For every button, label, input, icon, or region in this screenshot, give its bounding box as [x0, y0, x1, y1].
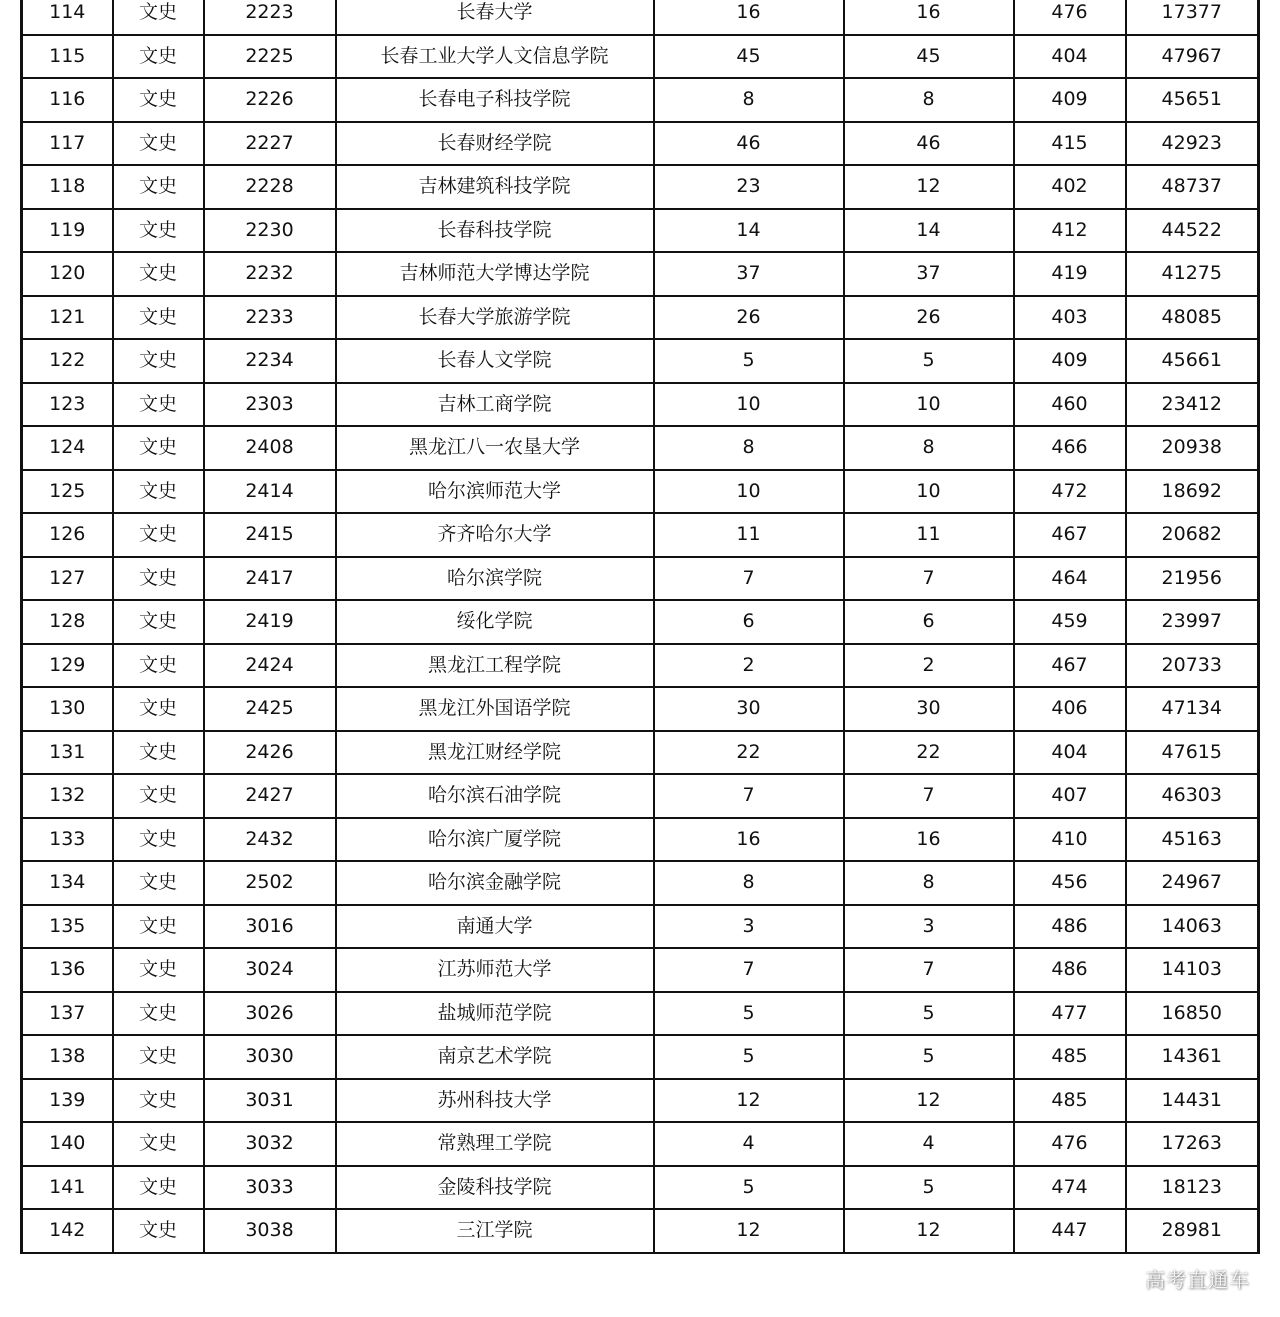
min-score-cell: 485	[1014, 1035, 1126, 1079]
min-rank-cell: 48085	[1126, 296, 1259, 340]
plan-count-cell: 2	[654, 644, 844, 688]
table-row	[22, 644, 1259, 688]
school-code-cell: 2424	[204, 644, 336, 688]
table-row	[22, 252, 1259, 296]
category-cell: 文史	[113, 78, 204, 122]
min-rank-cell: 47967	[1126, 35, 1259, 79]
school-name-cell: 长春大学旅游学院	[336, 296, 654, 340]
table-row	[22, 818, 1259, 862]
school-name-cell: 哈尔滨石油学院	[336, 774, 654, 818]
school-name-cell: 长春人文学院	[336, 339, 654, 383]
admitted-count-cell: 5	[844, 339, 1014, 383]
category-cell: 文史	[113, 35, 204, 79]
min-score-cell: 474	[1014, 1166, 1126, 1210]
admitted-count-cell: 5	[844, 1166, 1014, 1210]
min-score-cell: 447	[1014, 1209, 1126, 1253]
min-rank-cell: 14103	[1126, 948, 1259, 992]
school-code-cell: 2432	[204, 818, 336, 862]
category-cell: 文史	[113, 1166, 204, 1210]
seq-cell: 122	[22, 339, 113, 383]
table-row	[22, 339, 1259, 383]
seq-cell: 120	[22, 252, 113, 296]
plan-count-cell: 8	[654, 426, 844, 470]
category-cell: 文史	[113, 252, 204, 296]
plan-count-cell: 7	[654, 557, 844, 601]
school-name-cell: 黑龙江财经学院	[336, 731, 654, 775]
seq-cell: 138	[22, 1035, 113, 1079]
category-cell: 文史	[113, 774, 204, 818]
plan-count-cell: 8	[654, 78, 844, 122]
admitted-count-cell: 10	[844, 383, 1014, 427]
table-row	[22, 600, 1259, 644]
plan-count-cell: 14	[654, 209, 844, 253]
plan-count-cell: 10	[654, 470, 844, 514]
min-rank-cell: 20938	[1126, 426, 1259, 470]
plan-count-cell: 7	[654, 774, 844, 818]
min-rank-cell: 14361	[1126, 1035, 1259, 1079]
table-row	[22, 1166, 1259, 1210]
school-name-cell: 金陵科技学院	[336, 1166, 654, 1210]
seq-cell: 126	[22, 513, 113, 557]
table-row	[22, 165, 1259, 209]
school-name-cell: 三江学院	[336, 1209, 654, 1253]
table-row	[22, 1079, 1259, 1123]
min-rank-cell: 16850	[1126, 992, 1259, 1036]
table-row	[22, 861, 1259, 905]
min-score-cell: 476	[1014, 1122, 1126, 1166]
category-cell: 文史	[113, 470, 204, 514]
category-cell: 文史	[113, 687, 204, 731]
admitted-count-cell: 37	[844, 252, 1014, 296]
category-cell: 文史	[113, 339, 204, 383]
seq-cell: 121	[22, 296, 113, 340]
table-row	[22, 426, 1259, 470]
min-rank-cell: 46303	[1126, 774, 1259, 818]
school-code-cell: 2426	[204, 731, 336, 775]
plan-count-cell: 5	[654, 992, 844, 1036]
min-rank-cell: 21956	[1126, 557, 1259, 601]
school-name-cell: 长春大学	[336, 0, 654, 35]
seq-cell: 137	[22, 992, 113, 1036]
min-score-cell: 467	[1014, 644, 1126, 688]
min-score-cell: 464	[1014, 557, 1126, 601]
plan-count-cell: 5	[654, 339, 844, 383]
school-code-cell: 3030	[204, 1035, 336, 1079]
admitted-count-cell: 8	[844, 78, 1014, 122]
min-rank-cell: 24967	[1126, 861, 1259, 905]
school-code-cell: 2303	[204, 383, 336, 427]
school-code-cell: 3016	[204, 905, 336, 949]
school-code-cell: 2502	[204, 861, 336, 905]
category-cell: 文史	[113, 209, 204, 253]
category-cell: 文史	[113, 0, 204, 35]
seq-cell: 119	[22, 209, 113, 253]
table-row	[22, 78, 1259, 122]
table-row	[22, 1209, 1259, 1253]
table-row	[22, 731, 1259, 775]
min-score-cell: 415	[1014, 122, 1126, 166]
admitted-count-cell: 4	[844, 1122, 1014, 1166]
min-rank-cell: 20733	[1126, 644, 1259, 688]
category-cell: 文史	[113, 426, 204, 470]
plan-count-cell: 45	[654, 35, 844, 79]
seq-cell: 135	[22, 905, 113, 949]
category-cell: 文史	[113, 557, 204, 601]
school-code-cell: 2414	[204, 470, 336, 514]
admitted-count-cell: 8	[844, 861, 1014, 905]
category-cell: 文史	[113, 122, 204, 166]
seq-cell: 142	[22, 1209, 113, 1253]
category-cell: 文史	[113, 600, 204, 644]
school-name-cell: 哈尔滨金融学院	[336, 861, 654, 905]
plan-count-cell: 4	[654, 1122, 844, 1166]
min-rank-cell: 20682	[1126, 513, 1259, 557]
category-cell: 文史	[113, 905, 204, 949]
school-code-cell: 3026	[204, 992, 336, 1036]
min-score-cell: 409	[1014, 339, 1126, 383]
min-rank-cell: 23997	[1126, 600, 1259, 644]
min-score-cell: 419	[1014, 252, 1126, 296]
admitted-count-cell: 7	[844, 557, 1014, 601]
min-score-cell: 456	[1014, 861, 1126, 905]
admitted-count-cell: 16	[844, 0, 1014, 35]
plan-count-cell: 37	[654, 252, 844, 296]
admitted-count-cell: 14	[844, 209, 1014, 253]
plan-count-cell: 22	[654, 731, 844, 775]
admitted-count-cell: 22	[844, 731, 1014, 775]
admitted-count-cell: 30	[844, 687, 1014, 731]
seq-cell: 141	[22, 1166, 113, 1210]
seq-cell: 136	[22, 948, 113, 992]
school-code-cell: 2415	[204, 513, 336, 557]
plan-count-cell: 46	[654, 122, 844, 166]
school-name-cell: 常熟理工学院	[336, 1122, 654, 1166]
school-name-cell: 长春财经学院	[336, 122, 654, 166]
school-name-cell: 齐齐哈尔大学	[336, 513, 654, 557]
min-score-cell: 402	[1014, 165, 1126, 209]
school-code-cell: 2408	[204, 426, 336, 470]
min-rank-cell: 45651	[1126, 78, 1259, 122]
category-cell: 文史	[113, 992, 204, 1036]
seq-cell: 118	[22, 165, 113, 209]
school-code-cell: 2417	[204, 557, 336, 601]
school-code-cell: 2427	[204, 774, 336, 818]
school-name-cell: 长春工业大学人文信息学院	[336, 35, 654, 79]
table-row	[22, 513, 1259, 557]
seq-cell: 129	[22, 644, 113, 688]
school-name-cell: 黑龙江工程学院	[336, 644, 654, 688]
seq-cell: 134	[22, 861, 113, 905]
min-rank-cell: 28981	[1126, 1209, 1259, 1253]
min-score-cell: 472	[1014, 470, 1126, 514]
plan-count-cell: 16	[654, 818, 844, 862]
seq-cell: 114	[22, 0, 113, 35]
school-code-cell: 2228	[204, 165, 336, 209]
plan-count-cell: 12	[654, 1209, 844, 1253]
min-score-cell: 459	[1014, 600, 1126, 644]
school-code-cell: 3024	[204, 948, 336, 992]
plan-count-cell: 5	[654, 1166, 844, 1210]
category-cell: 文史	[113, 644, 204, 688]
seq-cell: 117	[22, 122, 113, 166]
seq-cell: 125	[22, 470, 113, 514]
min-score-cell: 410	[1014, 818, 1126, 862]
min-rank-cell: 42923	[1126, 122, 1259, 166]
seq-cell: 140	[22, 1122, 113, 1166]
min-score-cell: 409	[1014, 78, 1126, 122]
min-rank-cell: 18692	[1126, 470, 1259, 514]
school-name-cell: 长春电子科技学院	[336, 78, 654, 122]
table-row	[22, 948, 1259, 992]
min-rank-cell: 45163	[1126, 818, 1259, 862]
admissions-table	[20, 0, 1260, 1254]
admitted-count-cell: 7	[844, 774, 1014, 818]
min-score-cell: 406	[1014, 687, 1126, 731]
min-rank-cell: 23412	[1126, 383, 1259, 427]
admitted-count-cell: 8	[844, 426, 1014, 470]
plan-count-cell: 11	[654, 513, 844, 557]
category-cell: 文史	[113, 1122, 204, 1166]
school-code-cell: 2226	[204, 78, 336, 122]
school-code-cell: 2225	[204, 35, 336, 79]
category-cell: 文史	[113, 861, 204, 905]
min-rank-cell: 47615	[1126, 731, 1259, 775]
table-row	[22, 470, 1259, 514]
min-score-cell: 404	[1014, 731, 1126, 775]
school-name-cell: 绥化学院	[336, 600, 654, 644]
seq-cell: 131	[22, 731, 113, 775]
table-row	[22, 296, 1259, 340]
admitted-count-cell: 45	[844, 35, 1014, 79]
plan-count-cell: 5	[654, 1035, 844, 1079]
school-code-cell: 2425	[204, 687, 336, 731]
admitted-count-cell: 26	[844, 296, 1014, 340]
admitted-count-cell: 7	[844, 948, 1014, 992]
table-row	[22, 992, 1259, 1036]
min-score-cell: 476	[1014, 0, 1126, 35]
min-score-cell: 404	[1014, 35, 1126, 79]
school-code-cell: 2223	[204, 0, 336, 35]
admitted-count-cell: 5	[844, 992, 1014, 1036]
category-cell: 文史	[113, 731, 204, 775]
table-row	[22, 122, 1259, 166]
school-code-cell: 2230	[204, 209, 336, 253]
min-rank-cell: 48737	[1126, 165, 1259, 209]
table-row	[22, 774, 1259, 818]
school-name-cell: 吉林师范大学博达学院	[336, 252, 654, 296]
admitted-count-cell: 3	[844, 905, 1014, 949]
category-cell: 文史	[113, 948, 204, 992]
admitted-count-cell: 10	[844, 470, 1014, 514]
admitted-count-cell: 12	[844, 165, 1014, 209]
admitted-count-cell: 12	[844, 1209, 1014, 1253]
school-code-cell: 2234	[204, 339, 336, 383]
min-rank-cell: 45661	[1126, 339, 1259, 383]
plan-count-cell: 30	[654, 687, 844, 731]
table-row	[22, 1035, 1259, 1079]
category-cell: 文史	[113, 1035, 204, 1079]
category-cell: 文史	[113, 165, 204, 209]
school-name-cell: 南京艺术学院	[336, 1035, 654, 1079]
school-name-cell: 苏州科技大学	[336, 1079, 654, 1123]
category-cell: 文史	[113, 383, 204, 427]
min-score-cell: 403	[1014, 296, 1126, 340]
school-name-cell: 吉林工商学院	[336, 383, 654, 427]
seq-cell: 124	[22, 426, 113, 470]
min-rank-cell: 41275	[1126, 252, 1259, 296]
school-code-cell: 3032	[204, 1122, 336, 1166]
category-cell: 文史	[113, 818, 204, 862]
table-row	[22, 0, 1259, 35]
school-name-cell: 哈尔滨师范大学	[336, 470, 654, 514]
admitted-count-cell: 5	[844, 1035, 1014, 1079]
school-name-cell: 哈尔滨学院	[336, 557, 654, 601]
plan-count-cell: 10	[654, 383, 844, 427]
min-score-cell: 485	[1014, 1079, 1126, 1123]
admitted-count-cell: 2	[844, 644, 1014, 688]
school-name-cell: 盐城师范学院	[336, 992, 654, 1036]
school-code-cell: 2227	[204, 122, 336, 166]
min-rank-cell: 14063	[1126, 905, 1259, 949]
min-score-cell: 460	[1014, 383, 1126, 427]
school-name-cell: 黑龙江八一农垦大学	[336, 426, 654, 470]
table-row	[22, 383, 1259, 427]
table-row	[22, 1122, 1259, 1166]
watermark-text: 高考直通车	[1145, 1268, 1250, 1292]
plan-count-cell: 6	[654, 600, 844, 644]
admitted-count-cell: 46	[844, 122, 1014, 166]
min-score-cell: 407	[1014, 774, 1126, 818]
admitted-count-cell: 12	[844, 1079, 1014, 1123]
school-code-cell: 3033	[204, 1166, 336, 1210]
table-row	[22, 209, 1259, 253]
min-rank-cell: 47134	[1126, 687, 1259, 731]
min-rank-cell: 17377	[1126, 0, 1259, 35]
seq-cell: 127	[22, 557, 113, 601]
seq-cell: 116	[22, 78, 113, 122]
min-rank-cell: 17263	[1126, 1122, 1259, 1166]
min-rank-cell: 14431	[1126, 1079, 1259, 1123]
school-name-cell: 黑龙江外国语学院	[336, 687, 654, 731]
min-score-cell: 486	[1014, 948, 1126, 992]
seq-cell: 139	[22, 1079, 113, 1123]
seq-cell: 115	[22, 35, 113, 79]
category-cell: 文史	[113, 513, 204, 557]
table-body	[22, 0, 1259, 1253]
school-code-cell: 3031	[204, 1079, 336, 1123]
table-row	[22, 687, 1259, 731]
plan-count-cell: 8	[654, 861, 844, 905]
category-cell: 文史	[113, 1209, 204, 1253]
min-rank-cell: 44522	[1126, 209, 1259, 253]
admitted-count-cell: 6	[844, 600, 1014, 644]
school-code-cell: 2419	[204, 600, 336, 644]
plan-count-cell: 3	[654, 905, 844, 949]
table-row	[22, 35, 1259, 79]
school-name-cell: 江苏师范大学	[336, 948, 654, 992]
plan-count-cell: 26	[654, 296, 844, 340]
school-name-cell: 吉林建筑科技学院	[336, 165, 654, 209]
school-name-cell: 南通大学	[336, 905, 654, 949]
min-score-cell: 477	[1014, 992, 1126, 1036]
category-cell: 文史	[113, 1079, 204, 1123]
plan-count-cell: 16	[654, 0, 844, 35]
admitted-count-cell: 16	[844, 818, 1014, 862]
min-rank-cell: 18123	[1126, 1166, 1259, 1210]
school-code-cell: 3038	[204, 1209, 336, 1253]
min-score-cell: 412	[1014, 209, 1126, 253]
table-row	[22, 905, 1259, 949]
seq-cell: 133	[22, 818, 113, 862]
plan-count-cell: 23	[654, 165, 844, 209]
admitted-count-cell: 11	[844, 513, 1014, 557]
min-score-cell: 466	[1014, 426, 1126, 470]
school-name-cell: 哈尔滨广厦学院	[336, 818, 654, 862]
min-score-cell: 486	[1014, 905, 1126, 949]
table-row	[22, 557, 1259, 601]
plan-count-cell: 7	[654, 948, 844, 992]
school-name-cell: 长春科技学院	[336, 209, 654, 253]
min-score-cell: 467	[1014, 513, 1126, 557]
seq-cell: 128	[22, 600, 113, 644]
seq-cell: 130	[22, 687, 113, 731]
school-code-cell: 2233	[204, 296, 336, 340]
plan-count-cell: 12	[654, 1079, 844, 1123]
seq-cell: 132	[22, 774, 113, 818]
category-cell: 文史	[113, 296, 204, 340]
seq-cell: 123	[22, 383, 113, 427]
school-code-cell: 2232	[204, 252, 336, 296]
